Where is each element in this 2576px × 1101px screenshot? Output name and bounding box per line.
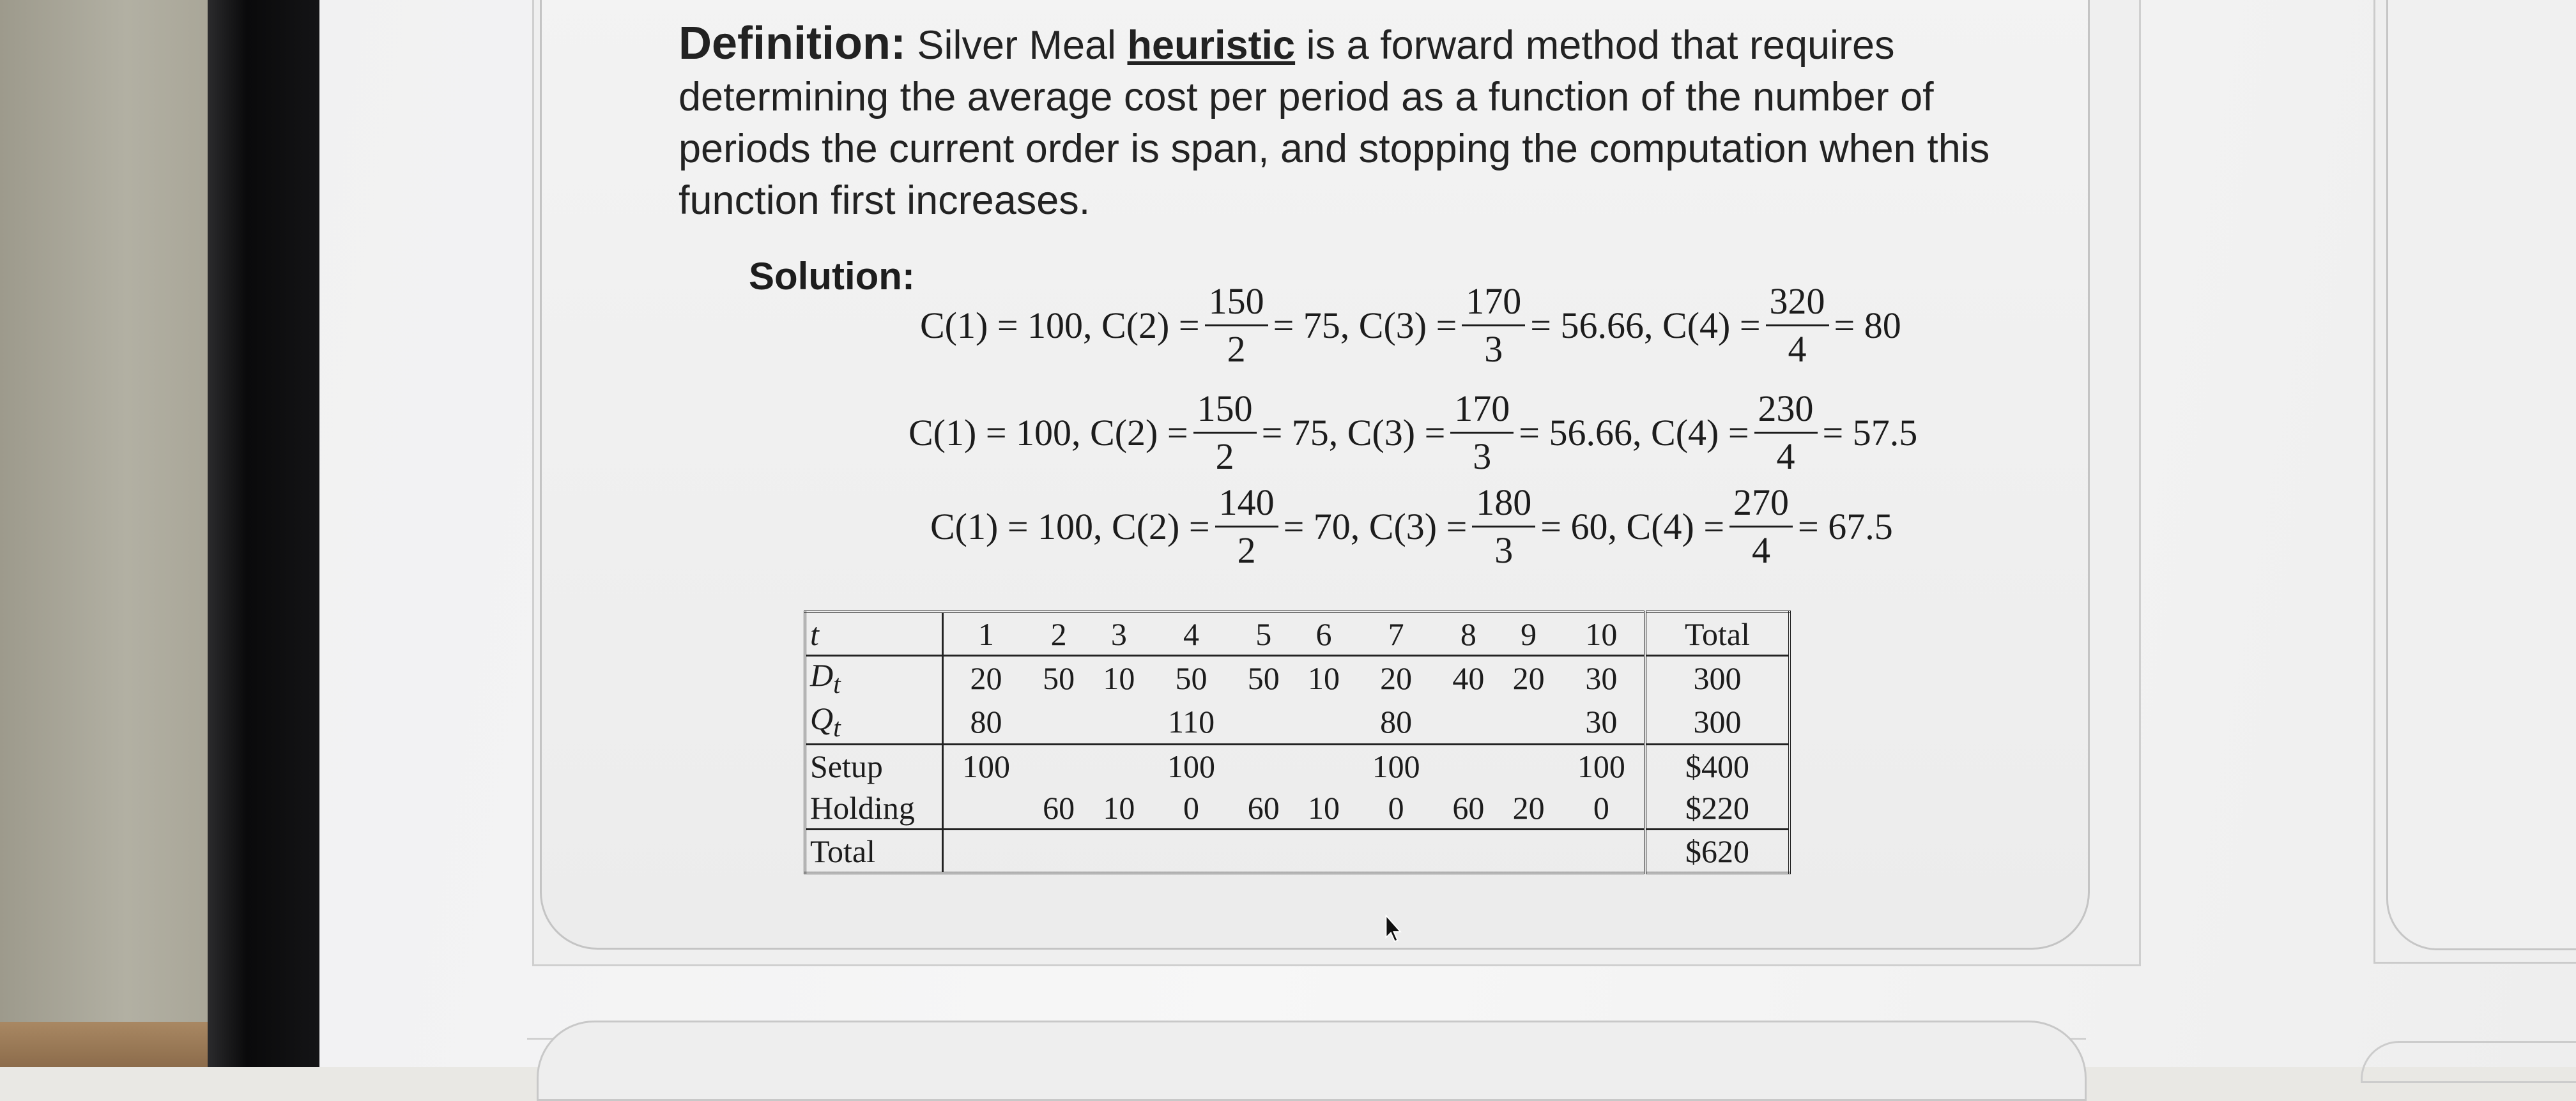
table-cell-total: $620 (1645, 830, 1790, 874)
table-cell: 20 (1498, 656, 1558, 701)
table-cell (1438, 745, 1498, 787)
equation-text: = 75, C(3) = (1273, 304, 1457, 346)
table-cell (1498, 745, 1558, 787)
equation-text: C(1) = 100, C(2) = (908, 411, 1188, 453)
table-cell: 100 (1354, 745, 1438, 787)
table-cell: 50 (1029, 656, 1089, 701)
table-cell: 2 (1050, 616, 1067, 652)
right-lower-slide-card[interactable] (2361, 1041, 2576, 1083)
table-cell (1438, 830, 1498, 874)
equation-text: = 80 (1834, 304, 1901, 346)
table-cell: 10 (1307, 789, 1340, 826)
table-cell (1294, 700, 1354, 745)
equation-text: = 60, C(4) = (1540, 505, 1725, 547)
row-label: Holding (805, 787, 943, 830)
table-cell: 3 (1110, 616, 1127, 652)
fraction: $\frac{320}{4}$ (1766, 281, 1829, 370)
table-cell: 110 (1167, 704, 1215, 740)
table-cell: 1 (977, 616, 994, 652)
row-label: $D_t$ (805, 656, 943, 701)
table-cell (1089, 700, 1149, 745)
table-cell: 60 (1452, 789, 1485, 826)
table-row-order-quantity (805, 700, 1790, 745)
equation-text: C(1) = 100, C(2) = (920, 304, 1200, 346)
definition-text-before: Silver Meal (905, 23, 1128, 68)
table-cell-total: Total (1645, 612, 1790, 656)
table-cell: 5 (1255, 616, 1272, 652)
table-row-total (805, 830, 1790, 874)
table-cell: 20 (943, 656, 1029, 701)
table-cell (1354, 830, 1438, 874)
definition-text-after: is a forward method that requires determining the average cost per period as a function of the number of periods the current order is span, and stopping the computation when this function first increases. (678, 23, 1990, 223)
table-cell: 100 (1149, 745, 1233, 787)
equation-line-1 (920, 281, 1901, 370)
table-cell-total: 300 (1645, 700, 1790, 745)
equation-text: = 75, C(3) = (1261, 411, 1446, 453)
equation-text: = 56.66, C(4) = (1519, 411, 1749, 453)
table-cell: 4 (1183, 616, 1200, 652)
right-slide-card[interactable] (2386, 0, 2576, 950)
fraction: $\frac{270}{4}$ (1729, 482, 1793, 571)
row-label: Setup (805, 745, 943, 787)
table-row-demand (805, 656, 1790, 701)
monitor-bezel (208, 0, 319, 1067)
table-cell (1029, 830, 1089, 874)
equation-text: = 67.5 (1798, 505, 1893, 547)
fraction: $\frac{150}{2}$ (1193, 388, 1257, 477)
table-cell: 10 (1585, 616, 1618, 652)
equation-line-3 (930, 482, 1893, 571)
table-cell: 80 (1380, 704, 1413, 740)
background-desk (0, 1022, 211, 1067)
fraction: $\frac{150}{2}$ (1205, 281, 1268, 370)
silver-meal-table (804, 611, 1791, 874)
table-cell-total: $220 (1645, 787, 1790, 830)
equation-line-2 (908, 388, 1917, 477)
table-cell: 30 (1559, 656, 1645, 701)
table-row-period (805, 612, 1790, 656)
table-cell: 50 (1149, 656, 1233, 701)
table-cell: 60 (1043, 789, 1075, 826)
table-cell (1498, 700, 1558, 745)
table-cell: 6 (1315, 616, 1332, 652)
table-cell (1498, 830, 1558, 874)
definition-term: heuristic (1127, 23, 1296, 68)
table-cell (1438, 700, 1498, 745)
table-cell: 20 (1354, 656, 1438, 701)
equation-text: = 70, C(3) = (1283, 505, 1468, 547)
table-cell (1234, 745, 1294, 787)
table-cell (943, 830, 1029, 874)
fraction: $\frac{140}{2}$ (1215, 482, 1278, 571)
table-cell: 60 (1247, 789, 1280, 826)
equation-text: = 57.5 (1822, 411, 1918, 453)
table-cell (1149, 830, 1233, 874)
fraction: $\frac{170}{3}$ (1462, 281, 1525, 370)
fraction: $\frac{230}{4}$ (1754, 388, 1818, 477)
table-cell: 10 (1089, 656, 1149, 701)
definition-label: Definition: (678, 18, 906, 69)
table-cell: 20 (1512, 789, 1545, 826)
table-cell (1029, 745, 1089, 787)
row-label: t (805, 612, 943, 656)
table-row-holding (805, 787, 1790, 830)
table-cell (1029, 700, 1089, 745)
table-cell: 80 (970, 704, 1002, 740)
table-cell (1234, 700, 1294, 745)
mouse-pointer-icon (1385, 915, 1404, 943)
fraction: $\frac{170}{3}$ (1450, 388, 1514, 477)
table-cell: 0 (1183, 789, 1200, 826)
table-cell: 100 (1559, 745, 1645, 787)
table-cell (1089, 830, 1149, 874)
table-cell (1089, 745, 1149, 787)
table-cell: 10 (1294, 656, 1354, 701)
table-cell: 10 (1103, 789, 1135, 826)
table-row-setup (805, 745, 1790, 787)
table-cell (1234, 830, 1294, 874)
background-wall (0, 0, 211, 1067)
solution-label: Solution: (749, 255, 915, 298)
row-label: $Q_t$ (805, 700, 943, 745)
table-cell (943, 787, 1029, 830)
table-cell-total: 300 (1645, 656, 1790, 701)
table-cell: 0 (1388, 789, 1404, 826)
equation-text: = 56.66, C(4) = (1530, 304, 1761, 346)
table-cell: 7 (1388, 616, 1404, 652)
table-cell (1294, 830, 1354, 874)
table-cell: 50 (1234, 656, 1294, 701)
table-cell-total: $400 (1645, 745, 1790, 787)
table-cell: 0 (1593, 789, 1609, 826)
next-slide-thumbnail[interactable] (537, 1021, 2087, 1101)
table-cell (1559, 830, 1645, 874)
row-label: Total (805, 830, 943, 874)
fraction: $\frac{180}{3}$ (1472, 482, 1535, 571)
definition-paragraph (678, 18, 2046, 227)
table-cell: 8 (1460, 616, 1476, 652)
table-cell: 9 (1521, 616, 1537, 652)
table-cell: 100 (943, 745, 1029, 787)
table-cell: 40 (1438, 656, 1498, 701)
table-cell (1294, 745, 1354, 787)
equation-text: C(1) = 100, C(2) = (930, 505, 1210, 547)
table-cell: 30 (1585, 704, 1618, 740)
